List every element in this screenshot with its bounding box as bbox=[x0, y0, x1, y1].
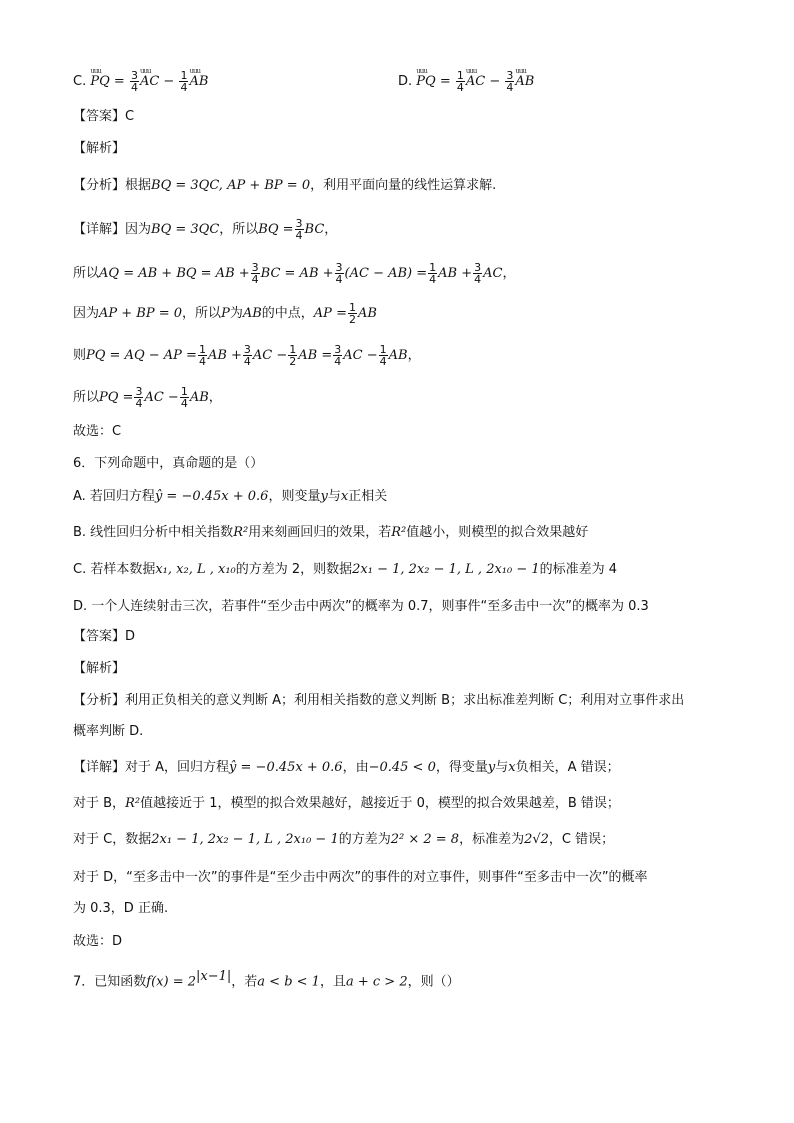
detail-6-b: 对于 B，R²值越接近于 1，模型的拟合效果越好，越接近于 0，模型的拟合效果越差，B 错误； bbox=[73, 796, 620, 811]
choose-5: 故选：C bbox=[73, 424, 122, 439]
q6-option-c: C. 若样本数据x₁, x₂, L , x₁₀的方差为 2，则数据2x₁ − 1, 2x₂ − 1, L , 2x₁₀ − 1的标准差为 4 bbox=[73, 562, 618, 577]
detail-6-d-l2: 为 0.3，D 正确. bbox=[73, 901, 169, 916]
detail-5-line1: 【详解】因为BQ = 3QC，所以BQ = $\frac{3}{4}$ BC， bbox=[73, 217, 338, 242]
vector-equation: BQ = 3QC, AP + BP = 0 bbox=[151, 178, 311, 193]
jiexi-6: 【解析】 bbox=[73, 661, 126, 676]
fraction: $\frac{1}{4}$ bbox=[180, 69, 188, 94]
option-label: C. bbox=[73, 74, 87, 89]
option-label: D. bbox=[398, 74, 413, 89]
fraction: $\frac{1}{4}$ bbox=[456, 69, 464, 94]
vector-pq: uuu PQ bbox=[416, 73, 435, 91]
detail-5-line4: 则PQ = AQ − AP = $\frac{1}{4}$ AB + $\frac{3}{4}$ AC − $\frac{1}{2}$ AB = $\frac{3}{4}$ AC − $\frac{1}{4}$ AB， bbox=[73, 343, 421, 368]
vector-ac: uuu AC bbox=[140, 73, 159, 91]
vector-pq: uuu PQ bbox=[90, 73, 109, 91]
option-c-prev: C. uuu PQ = $\frac{3}{4}$ uuu AC − $\frac{1}{4}$ uuu AB bbox=[73, 70, 208, 93]
vector-ac: uuu AC bbox=[466, 73, 485, 91]
analysis-6-l2: 概率判断 D. bbox=[73, 724, 144, 739]
analysis-5: 【分析】根据BQ = 3QC, AP + BP = 0，利用平面向量的线性运算求解. bbox=[73, 178, 497, 193]
fraction: $\frac{3}{4}$ bbox=[130, 69, 138, 94]
q7-stem: 7．已知函数$f(x) = 2^{|x-1|}$，若a < b < 1，且a + c > 2，则（） bbox=[73, 969, 460, 990]
q6-option-b: B. 线性回归分析中相关指数R²用来刻画回归的效果，若R²值越小，则模型的拟合效果越好 bbox=[73, 525, 589, 540]
q6-option-d: D. 一个人连续射击三次，若事件“至少击中两次”的概率为 0.7，则事件“至多击中一次”的概率为 0.3 bbox=[73, 599, 649, 614]
choose-6: 故选：D bbox=[73, 934, 123, 949]
answer-5: 【答案】C bbox=[73, 109, 135, 124]
option-d-prev: D. uuu PQ = $\frac{1}{4}$ uuu AC − $\frac{3}{4}$ uuu AB bbox=[398, 70, 534, 93]
analysis-6-l1: 【分析】利用正负相关的意义判断 A；利用相关指数的意义判断 B；求出标准差判断 C；利用对立事件求出 bbox=[73, 693, 685, 708]
detail-5-line3: 因为AP + BP = 0，所以P为AB的中点，AP = $\frac{1}{2}$ AB bbox=[73, 301, 377, 326]
fraction: $\frac{3}{4}$ bbox=[506, 69, 514, 94]
answer-6: 【答案】D bbox=[73, 629, 136, 644]
q6-stem: 6．下列命题中，真命题的是（） bbox=[73, 456, 264, 471]
detail-5-line2: 所以AQ = AB + BQ = AB + $\frac{3}{4}$ BC = AB + $\frac{3}{4}$ (AC − AB) = $\frac{1}{4}$ AB + $\frac{3}{4}$ AC， bbox=[73, 261, 516, 286]
detail-6-d-l1: 对于 D，“至多击中一次”的事件是“至少击中两次”的事件的对立事件，则事件“至多击中一次”的概率 bbox=[73, 870, 648, 885]
detail-6-a: 【详解】对于 A，回归方程ŷ = −0.45x + 0.6，由−0.45 < 0，得变量y与x负相关，A 错误； bbox=[73, 760, 620, 775]
vector-ab: uuu AB bbox=[189, 73, 208, 91]
detail-5-line5: 所以PQ = $\frac{3}{4}$ AC − $\frac{1}{4}$ AB， bbox=[73, 385, 222, 410]
detail-6-c: 对于 C，数据2x₁ − 1, 2x₂ − 1, L , 2x₁₀ − 1的方差为2² × 2 = 8，标准差为2√2，C 错误； bbox=[73, 832, 615, 847]
vector-ab: uuu AB bbox=[515, 73, 534, 91]
q6-option-a: A. 若回归方程ŷ = −0.45x + 0.6，则变量y与x正相关 bbox=[73, 489, 388, 504]
jiexi-5: 【解析】 bbox=[73, 141, 126, 156]
